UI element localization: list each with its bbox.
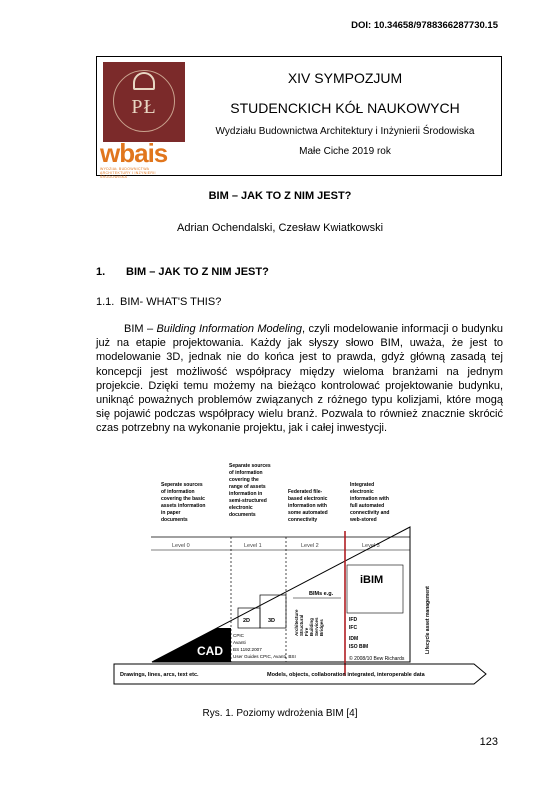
level-2-label: Level 2 xyxy=(301,543,319,549)
label-3d: 3D xyxy=(268,618,276,624)
col-note-3: Integrated electronic information with full automated connectivity and web-stored xyxy=(350,482,390,523)
ifd-label: IFD xyxy=(349,617,358,623)
col-note-2: Federated file- based electronic information with some automated connectivity xyxy=(288,489,328,523)
ibim-label: iBIM xyxy=(360,574,384,586)
ibim-box xyxy=(347,565,403,613)
discipline-services: Services xyxy=(314,617,319,636)
subsection-label: BIM- WHAT'S THIS? xyxy=(120,296,222,308)
level-0-label: Level 0 xyxy=(172,543,190,549)
header-line-4: Małe Ciche 2019 rok xyxy=(299,146,391,157)
subsection-number: 1.1. xyxy=(96,296,115,308)
discipline-architecture: Architecture xyxy=(294,609,299,636)
cad-label: CAD xyxy=(197,644,223,658)
paragraph-lead: BIM – xyxy=(124,323,157,335)
paragraph-rest: , czyli modelowanie informacji o budynku już na etapie projektowania. Każdy jak słyszy słowo BIM, uważa, że jest to modelowanie 3D, jednak nie do końca jest to prawda, gdyż główną zasadą tej koncepcji jest możliwość współpracy między wieloma branżami na jednym projekcie. Dzięki temu możemy na bieżąco kontrolować projektowanie budynku, uniknąć poważnych problemów związanych z różnego typu kolizjami, które mogą się pojawić podczas współpracy wielu branż. Pozwala to również znacznie skrócić czas potrzebny na wykonanie projektu, jak i całej inwestycji. xyxy=(96,323,503,435)
cpic-line-0: CPIC xyxy=(233,633,244,638)
discipline-building: Building xyxy=(309,618,314,636)
discipline-labels xyxy=(294,609,324,636)
level-1-label: Level 1 xyxy=(244,543,262,549)
bims-eg-label: BIMs e.g. xyxy=(309,591,334,597)
paragraph-italic-term: Building Information Modeling xyxy=(156,323,303,335)
column-notes xyxy=(161,463,391,523)
header-line-3: Wydziału Budownictwa Architektury i Inżynierii Środowiska xyxy=(215,126,475,137)
faculty-logo-tagline: WYDZIAŁ BUDOWNICTWA ARCHITEKTURY I INŻYNIERII ŚRODOWISKA xyxy=(100,167,156,179)
label-2d: 2D xyxy=(243,618,251,624)
cpic-line-2: BS 1192:2007 xyxy=(233,647,262,652)
cpic-line-1: Avanti xyxy=(233,640,246,645)
doi-line: DOI: 10.34658/9788366287730.15 xyxy=(351,20,498,31)
paper-title: BIM – JAK TO Z NIM JEST? xyxy=(208,190,352,202)
discipline-bridges: Bridges xyxy=(319,619,324,636)
discipline-fire: Fire xyxy=(304,627,309,636)
level-3-label: Level 3 xyxy=(362,543,380,549)
figure-caption: Rys. 1. Poziomy wdrożenia BIM [4] xyxy=(202,708,358,719)
idm-label: IDM xyxy=(349,636,359,642)
col-note-0: Seperate sources of information covering the basic assets information in paper documents xyxy=(161,482,206,523)
section-number: 1. xyxy=(96,266,106,278)
section-label: BIM – JAK TO Z NIM JEST? xyxy=(126,266,269,278)
header-line-2: STUDENCKICH KÓŁ NAUKOWYCH xyxy=(230,100,460,116)
arrow-right-label: Models, objects, collaboration integrated, interoperable data xyxy=(267,672,425,678)
cpic-line-3: User Guides CPIC, Avanti, BSI xyxy=(233,654,296,659)
faculty-logo-text: wbais xyxy=(100,138,168,168)
col-note-1: Separate sources of information covering the range of assets information in semi-structured electronic documents xyxy=(229,463,271,518)
page-number: 123 xyxy=(479,736,498,748)
logo-pl-text: PŁ xyxy=(131,96,157,118)
copyright-label: © 2008/10 Bew Richards xyxy=(349,656,405,662)
lifecycle-label: Lifecycle asset management xyxy=(425,586,431,654)
arrow-left-label: Drawings, lines, arcs, text etc. xyxy=(120,672,199,678)
iso-bim-label: ISO BIM xyxy=(349,644,369,650)
paper-authors: Adrian Ochendalski, Czesław Kwiatkowski xyxy=(176,222,384,234)
discipline-structural: Structural xyxy=(299,614,304,636)
header-line-1: XIV SYMPOZJUM xyxy=(287,70,403,86)
level-labels xyxy=(172,543,380,549)
ifc-label: IFC xyxy=(349,625,358,631)
maturity-wedge xyxy=(152,527,410,662)
